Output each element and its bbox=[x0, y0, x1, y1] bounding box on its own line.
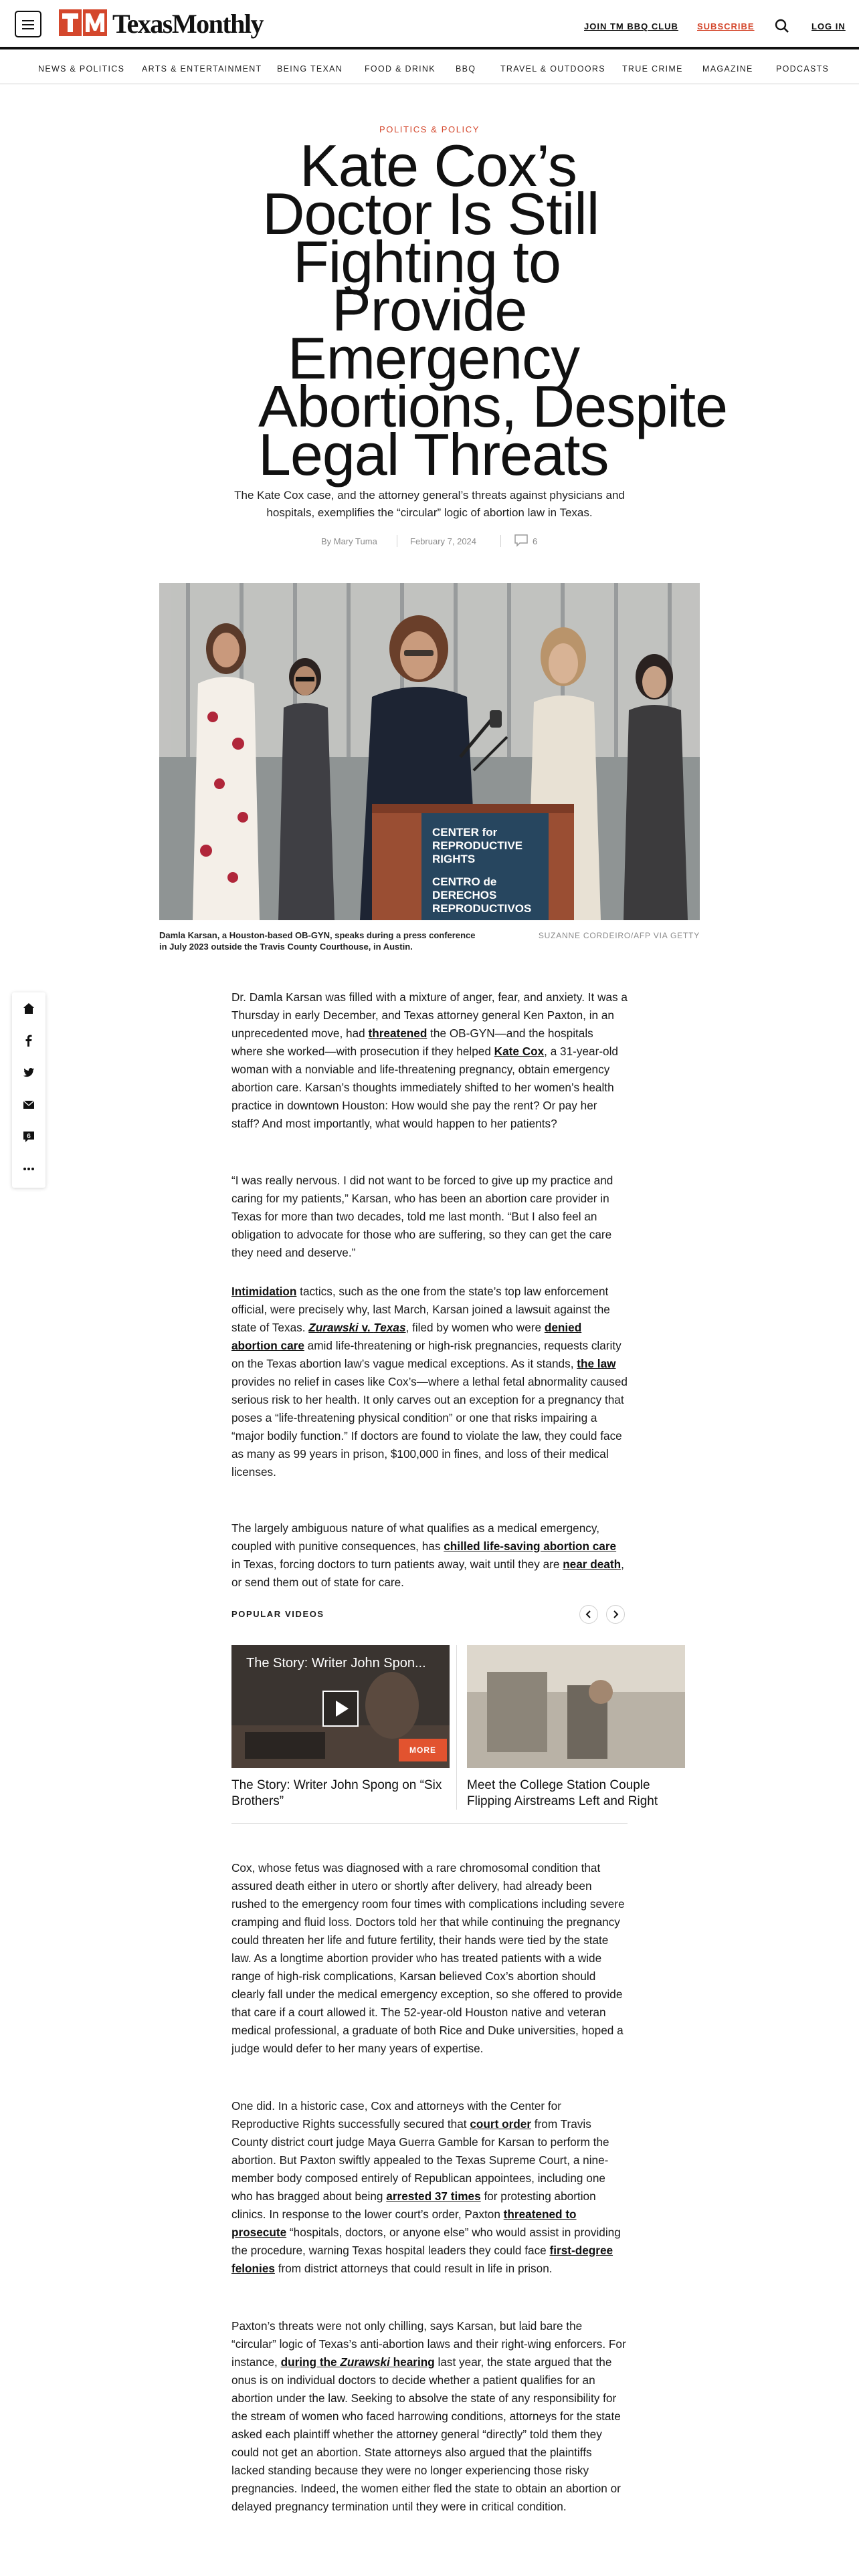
podium-sign-line: CENTER for bbox=[432, 826, 498, 839]
article-paragraph bbox=[231, 2317, 628, 2516]
play-button[interactable] bbox=[322, 1691, 359, 1727]
chevron-right-icon bbox=[611, 1610, 619, 1618]
text: tactics, such as the one from the state’s top law enforcement official, were precisely why, last March, Karsan joined a lawsuit against the state of Texas. bbox=[231, 1285, 610, 1334]
video-thumbnail[interactable] bbox=[231, 1645, 450, 1768]
text: for protesting abortion clinics. In response to the lower court’s order, Paxton bbox=[231, 2189, 596, 2221]
headline-line: Doctor Is Still bbox=[262, 181, 599, 247]
headline-line: Abortions, Despite bbox=[258, 373, 728, 439]
first-degree-felonies-link[interactable]: first-degree felonies bbox=[231, 2244, 613, 2275]
zurawski-hearing-link[interactable] bbox=[281, 2355, 435, 2369]
text: the OB-GYN—and the hospitals where she worked—with prosecution if they helped bbox=[231, 1027, 593, 1058]
text: from district attorneys that could result in life in prison. bbox=[274, 2262, 553, 2275]
article-paragraph bbox=[231, 1519, 628, 1592]
nav-item-news[interactable]: NEWS & POLITICS bbox=[38, 64, 125, 74]
video-card[interactable] bbox=[467, 1645, 685, 1824]
page-title bbox=[258, 132, 740, 488]
comment-count[interactable]: 6 bbox=[533, 536, 538, 546]
text: hearing bbox=[389, 2355, 435, 2369]
article-paragraph bbox=[231, 2097, 628, 2278]
share-email-button[interactable] bbox=[12, 1089, 45, 1121]
nav-item-food[interactable]: FOOD & DRINK bbox=[365, 64, 436, 74]
headline-line: Emergency bbox=[288, 325, 580, 391]
main-nav bbox=[0, 52, 859, 84]
video-overlay-title: The Story: Writer John Spon... bbox=[246, 1656, 426, 1671]
text: , filed by women who were bbox=[405, 1321, 545, 1334]
article-paragraph bbox=[231, 1283, 628, 1481]
article-paragraph: “I was really nervous. I did not want to be forced to give up my practice and caring for my patients,” Karsan, who has been an abortion care provider in Texas for more than two decades, told me last month. “But I also feel an obligation to advocate for those who are suffering, so they can get the care they need and deserve.” bbox=[231, 1174, 613, 1259]
nav-item-bbq[interactable]: BBQ bbox=[456, 64, 476, 74]
videos-next-button[interactable] bbox=[606, 1605, 625, 1624]
nav-item-arts[interactable]: ARTS & ENTERTAINMENT bbox=[142, 64, 262, 74]
subscribe-link[interactable]: SUBSCRIBE bbox=[697, 21, 755, 31]
text: Zurawski bbox=[340, 2355, 390, 2369]
article-kicker[interactable]: POLITICS & POLICY bbox=[379, 124, 480, 134]
text: Paxton’s threats were not only chilling, says Karsan, but laid bare the “circular” logic of Texas’s anti-abortion laws and their right-wing enforcers. For instance, bbox=[231, 2319, 626, 2369]
search-icon[interactable] bbox=[775, 19, 789, 33]
login-link[interactable]: LOG IN bbox=[812, 21, 846, 31]
section-divider bbox=[231, 1823, 628, 1824]
text: The largely ambiguous nature of what qualifies as a medical emergency, coupled with punitive consequences, has bbox=[231, 1521, 599, 1553]
text: in Texas, forcing doctors to turn patients away, wait until they are bbox=[231, 1558, 563, 1571]
videos-prev-button[interactable] bbox=[579, 1605, 598, 1624]
video-title[interactable]: Meet the College Station Couple Flipping Airstreams Left and Right bbox=[467, 1778, 658, 1808]
text: One did. In a historic case, Cox and attorneys with the Center for Reproductive Rights successfully secured that bbox=[231, 2099, 561, 2131]
podium-sign-line: CENTRO de bbox=[432, 875, 497, 888]
press-conference-illustration bbox=[159, 583, 700, 920]
headline-line: Kate Cox’s bbox=[300, 132, 577, 199]
headline-line: Legal Threats bbox=[258, 421, 609, 488]
video-thumbnail[interactable] bbox=[467, 1645, 685, 1768]
brand-wordmark[interactable]: TexasMonthly bbox=[112, 9, 264, 39]
email-icon bbox=[23, 1099, 35, 1111]
text: provides no relief in cases like Cox’s—where a lethal fetal abnormality caused serious risk to her health. It only carves out an exception for a pregnancy that poses a “life-threatening physical condition” or one that risks impairing a “major bodily function.” If doctors are found to violate the law, they could face as many as 99 years in prison, $100,000 in fines, and loss of their medical licenses. bbox=[231, 1375, 628, 1479]
photo-caption: Damla Karsan, a Houston-based OB-GYN, speaks during a press conference in July 2023 outside the Travis County Courthouse, in Austin. bbox=[159, 930, 476, 952]
text: , a 31-year-old woman with a nonviable and life-threatening pregnancy, obtain emergency abortion care. Karsan’s thoughts immediately shifted to her women’s health practice in downtown Houston: How would she pay the rent? Or pay her staff? And most importantly, what would happen to her patients? bbox=[231, 1045, 618, 1130]
home-button[interactable] bbox=[12, 992, 45, 1025]
text: Dr. Damla Karsan was filled with a mixture of anger, fear, and anxiety. It was a Thursday in early December, and Texas attorney general Ken Paxton, in an unprecedented move, had bbox=[231, 990, 628, 1040]
text: during the bbox=[280, 2355, 341, 2369]
comments-icon bbox=[23, 1131, 35, 1143]
podium-sign-line: DERECHOS bbox=[432, 889, 497, 901]
text: , or send them out of state for care. bbox=[231, 1558, 624, 1589]
arrested-link[interactable]: arrested 37 times bbox=[386, 2189, 481, 2203]
denied-abortion-care-link[interactable]: denied abortion care bbox=[231, 1321, 582, 1352]
zurawski-v-texas-link[interactable] bbox=[308, 1321, 405, 1334]
nav-item-travel[interactable]: TRAVEL & OUTDOORS bbox=[500, 64, 605, 74]
share-twitter-button[interactable] bbox=[12, 1057, 45, 1089]
author-link[interactable]: By Mary Tuma bbox=[321, 536, 377, 546]
intimidation-link[interactable]: Intimidation bbox=[231, 1285, 297, 1298]
publish-date: February 7, 2024 bbox=[410, 536, 477, 546]
twitter-icon bbox=[23, 1067, 35, 1079]
comments-button[interactable] bbox=[12, 1121, 45, 1153]
text: from Travis County district court judge Maya Guerra Gamble for Karsan to perform the abortion. But Paxton swiftly appealed to the Texas Supreme Court, a nine-member body composed entirely of Republican appointees, including one who has bragged about being bbox=[231, 2117, 609, 2203]
text: last year, the state argued that the onus is on individual doctors to decide whether a patient qualifies for an abortion under the law. Seeking to absolve the state of any responsibility for the stream of women who faced harrowing conditions, attorneys for the state asked each plaintiff whether the attorney general “directly” told them they could not get an abortion. State attorneys also argued that the plaintiffs lacked standing because they were no longer experiencing those risky pregnancies. Indeed, the women either fled the state to obtain an abortion or delayed pregnancy termination until they were in critical condition. bbox=[231, 2355, 621, 2513]
video-thumbnail-image bbox=[467, 1645, 685, 1768]
nav-item-being-texan[interactable]: BEING TEXAN bbox=[277, 64, 343, 74]
article-dek: The Kate Cox case, and the attorney general’s threats against physicians and hospitals, exemplifies the “circular” logic of abortion law in Texas. bbox=[234, 489, 625, 519]
text: v. bbox=[358, 1321, 374, 1334]
popular-videos-heading: POPULAR VIDEOS bbox=[231, 1609, 324, 1619]
video-card[interactable] bbox=[231, 1645, 450, 1824]
headline-line: Provide bbox=[332, 277, 527, 343]
text: amid life-threatening or high-risk pregnancies, requests clarity on the Texas abortion law’s vague medical exceptions. As it stands, bbox=[231, 1339, 622, 1370]
site-header bbox=[0, 0, 859, 49]
near-death-link[interactable]: near death bbox=[563, 1558, 622, 1571]
text: Zurawski bbox=[308, 1321, 359, 1334]
text: Texas bbox=[373, 1321, 406, 1334]
text: “hospitals, doctors, or anyone else” who would assist in providing the procedure, warning Texas hospital leaders they could face bbox=[231, 2226, 621, 2257]
nav-item-magazine[interactable]: MAGAZINE bbox=[702, 64, 753, 74]
the-law-link[interactable]: the law bbox=[577, 1357, 616, 1370]
bbq-club-link[interactable]: JOIN TM BBQ CLUB bbox=[584, 21, 678, 31]
chilled-care-link[interactable]: chilled life-saving abortion care bbox=[444, 1539, 617, 1553]
byline bbox=[0, 534, 859, 550]
hero-photo bbox=[159, 583, 700, 920]
play-icon bbox=[324, 1692, 357, 1725]
more-button[interactable]: MORE bbox=[399, 1739, 447, 1761]
facebook-icon bbox=[23, 1035, 35, 1047]
more-icon bbox=[23, 1163, 35, 1175]
carousel-divider bbox=[456, 1645, 457, 1810]
video-title[interactable]: The Story: Writer John Spong on “Six Brothers” bbox=[231, 1778, 442, 1808]
share-rail bbox=[12, 992, 45, 1188]
nav-item-podcasts[interactable]: PODCASTS bbox=[776, 64, 830, 74]
podium-sign-line: RIGHTS bbox=[432, 853, 476, 865]
threatened-link[interactable]: threatened bbox=[368, 1027, 427, 1040]
home-icon bbox=[23, 1002, 35, 1014]
comment-count-badge: 6 bbox=[27, 1133, 31, 1140]
threatened-to-prosecute-link[interactable]: threatened to prosecute bbox=[231, 2208, 577, 2239]
article-paragraph: Cox, whose fetus was diagnosed with a rare chromosomal condition that assured death either in utero or shortly after delivery, had already been rushed to the emergency room four times with complications including severe cramping and fluid loss. Doctors told her that while continuing the pregnancy could threaten her life and future fertility, their hands were tied by the state law. As a longtime abortion provider who has treated patients with a wide range of high-risk complications, Karsan believed Cox’s abortion should clearly fall under the medical emergency exception, so she offered to provide that care if a court allowed it. The 52-year-old Houston native and veteran medical professional, a graduate of both Rice and Duke universities, hoped a judge would defer to her many years of expertise. bbox=[231, 1861, 625, 2055]
texas-monthly-logo-icon[interactable] bbox=[59, 9, 107, 36]
share-facebook-button[interactable] bbox=[12, 1025, 45, 1057]
podium-sign-line: REPRODUCTIVOS bbox=[432, 902, 532, 915]
article-paragraph bbox=[231, 988, 628, 1133]
photo-credit: SUZANNE CORDEIRO/AFP VIA GETTY bbox=[538, 931, 700, 940]
kate-cox-link[interactable]: Kate Cox bbox=[494, 1045, 545, 1058]
headline-line: Fighting to bbox=[293, 229, 561, 295]
court-order-link[interactable]: court order bbox=[470, 2117, 532, 2131]
chevron-left-icon bbox=[585, 1610, 593, 1618]
video-carousel bbox=[231, 1645, 658, 1824]
menu-button[interactable] bbox=[15, 11, 41, 37]
comment-icon[interactable] bbox=[514, 534, 529, 547]
nav-item-true-crime[interactable]: TRUE CRIME bbox=[622, 64, 683, 74]
podium-sign-line: REPRODUCTIVE bbox=[432, 839, 523, 852]
more-share-button[interactable] bbox=[12, 1153, 45, 1185]
byline-divider bbox=[500, 535, 501, 547]
